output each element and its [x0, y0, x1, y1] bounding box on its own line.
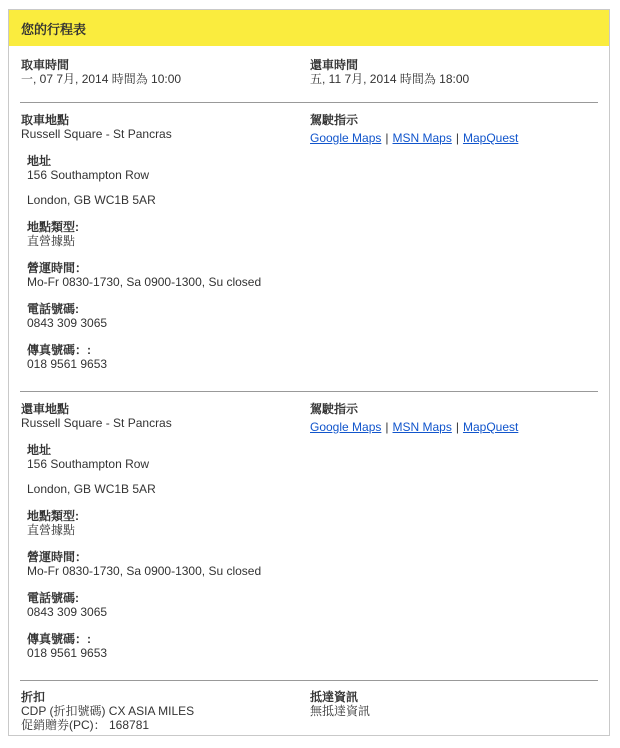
address-label: 地址 [27, 443, 52, 457]
pickup-time-label: 取車時間 [21, 58, 70, 72]
location-type-label: 地點類型: [27, 220, 79, 234]
fax-label: 傳真號碼：: [27, 343, 91, 357]
hours-group [21, 261, 310, 289]
hours-value: Mo-Fr 0830-1730, Sa 0900-1300, Su closed [27, 564, 262, 578]
map-links [310, 131, 597, 145]
arrival-block [310, 690, 597, 732]
address-group [21, 443, 310, 496]
fax-value: 018 9561 9653 [27, 357, 108, 371]
return-time-label: 還車時間 [310, 58, 359, 72]
mapquest-link[interactable]: MapQuest [462, 131, 519, 145]
hours-value: Mo-Fr 0830-1730, Sa 0900-1300, Su closed [27, 275, 262, 289]
pickup-time-value: 一, 07 7月, 2014 時間為 10:00 [21, 72, 182, 86]
phone-value: 0843 309 3065 [27, 316, 108, 330]
msn-maps-link[interactable]: MSN Maps [392, 131, 452, 145]
return-time-value: 五, 11 7月, 2014 時間為 18:00 [310, 72, 470, 86]
phone-label: 電話號碼: [27, 591, 79, 605]
address-line1: 156 Southampton Row [27, 457, 150, 471]
google-maps-link[interactable]: Google Maps [310, 131, 382, 145]
fax-group [21, 343, 310, 371]
link-separator: | [455, 131, 459, 145]
map-links [310, 420, 597, 434]
pickup-location-section [9, 103, 609, 391]
fax-label: 傳真號碼：: [27, 632, 91, 646]
page-title: 您的行程表 [21, 21, 87, 37]
hours-label: 營運時間： [27, 550, 88, 564]
link-separator: | [385, 131, 389, 145]
times-section [9, 46, 609, 102]
location-type-group [21, 509, 310, 537]
phone-value: 0843 309 3065 [27, 605, 108, 619]
phone-group [21, 591, 310, 619]
discount-pc-value: 促銷贈券(PC)： 168781 [21, 718, 150, 732]
fax-value: 018 9561 9653 [27, 646, 108, 660]
address-label: 地址 [27, 154, 52, 168]
location-type-label: 地點類型: [27, 509, 79, 523]
location-type-value: 直營據點 [27, 234, 76, 248]
link-separator: | [385, 420, 389, 434]
directions-label: 駕駛指示 [310, 402, 359, 416]
pickup-directions-block [310, 113, 597, 371]
return-location-section [9, 392, 609, 680]
return-location-name: Russell Square - St Pancras [21, 416, 172, 430]
discount-cdp-value: CDP (折扣號碼) CX ASIA MILES [21, 704, 195, 718]
pickup-location-label: 取車地點 [21, 113, 70, 127]
address-line2: London, GB WC1B 5AR [27, 482, 156, 496]
phone-group [21, 302, 310, 330]
pickup-location-details [21, 113, 310, 371]
hours-group [21, 550, 310, 578]
address-line2: London, GB WC1B 5AR [27, 193, 156, 207]
discount-block [21, 690, 310, 732]
google-maps-link[interactable]: Google Maps [310, 420, 382, 434]
phone-label: 電話號碼: [27, 302, 79, 316]
location-type-group [21, 220, 310, 248]
itinerary-header [9, 10, 609, 46]
discount-label: 折扣 [21, 690, 46, 704]
msn-maps-link[interactable]: MSN Maps [392, 420, 452, 434]
arrival-info-label: 抵達資訊 [310, 690, 359, 704]
return-location-label: 還車地點 [21, 402, 70, 416]
return-directions-block [310, 402, 597, 660]
link-separator: | [455, 420, 459, 434]
pickup-time-block [21, 58, 310, 86]
address-line1: 156 Southampton Row [27, 168, 150, 182]
pickup-location-name: Russell Square - St Pancras [21, 127, 172, 141]
directions-label: 駕駛指示 [310, 113, 359, 127]
itinerary-card [8, 9, 610, 736]
return-time-block [310, 58, 597, 86]
hours-label: 營運時間： [27, 261, 88, 275]
address-group [21, 154, 310, 207]
mapquest-link[interactable]: MapQuest [462, 420, 519, 434]
location-type-value: 直營據點 [27, 523, 76, 537]
return-location-details [21, 402, 310, 660]
arrival-info-value: 無抵達資訊 [310, 704, 371, 718]
fax-group [21, 632, 310, 660]
discount-arrival-section [9, 681, 609, 735]
